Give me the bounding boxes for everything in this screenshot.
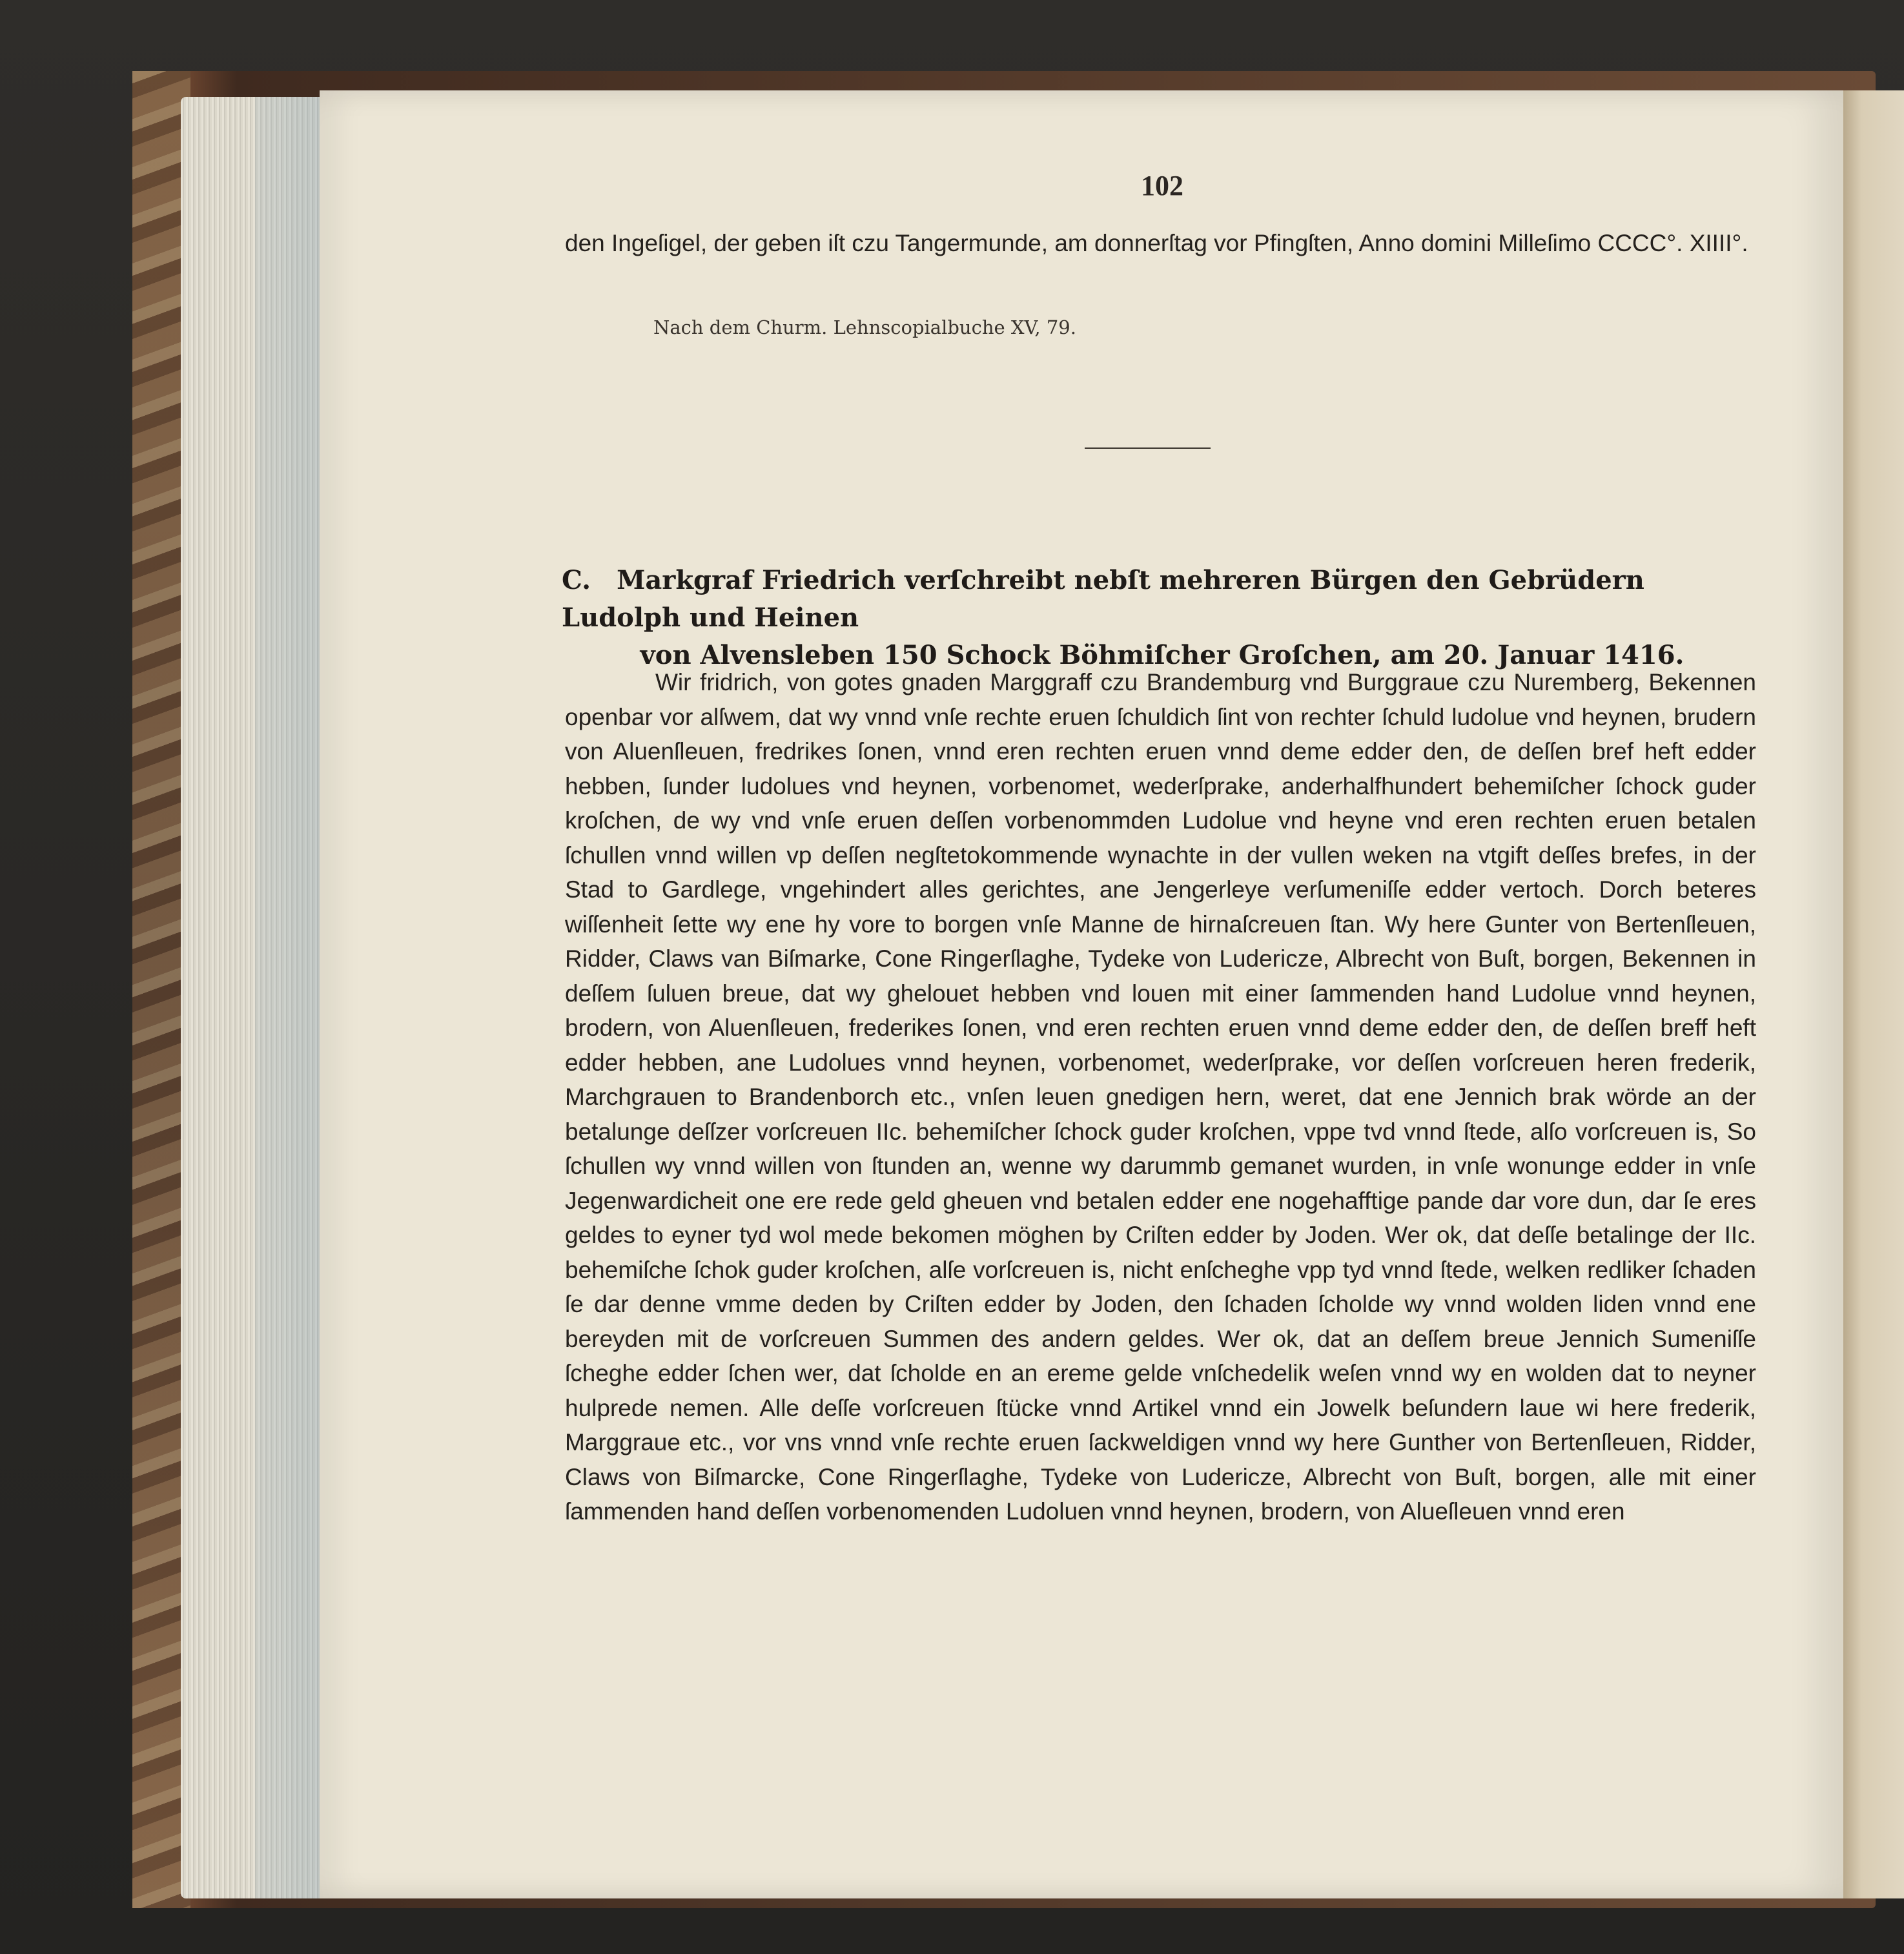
document-body [565,665,1756,1529]
intro-paragraph: den Ingeſigel, der geben iſt czu Tangermunde, am donnerſtag vor Pfingſten, Anno domini Milleſimo CCCC°. XIIII°. [565,230,1748,256]
heading-text-1: Markgraf Friedrich verſchreibt nebſt mehreren Bürgen den Gebrüdern Ludolph und Heinen [562,565,1644,633]
page-number: 102 [1141,170,1183,201]
body-paragraph: Wir fridrich, von gotes gnaden Marggraff czu Brandemburg vnd Burggraue czu Nuremberg, Bekennen openbar vor alſwem, dat wy vnnd vnſe rechte eruen ſchuldich ſint von rechter ſchuld ludolue vnd heynen, brudern von Aluenſleuen, fredrikes ſonen, vnnd eren rechten eruen vnnd deme edder den, de deſſen bref heft edder hebben, ſunder ludolues vnd heynen, vorbenomet, wederſprake, anderhalfhundert behemiſcher ſchock guder kroſchen, de wy vnd vnſe eruen deſſen vorbenommden Ludolue vnd heyne vnd eren rechten eruen betalen ſchullen vnnd willen vp deſſen negſtetokommende wynachte in der vullen weken na vtgift deſſes brefes, in der Stad to Gardlege, vngehindert alles gerichtes, ane Jengerleye verſumeniſſe edder vertoch. Dorch beteres wiſſenheit ſette wy ene hy vore to borgen vnſe Manne de hirnaſcreuen ſtan. Wy here Gunter von Bertenſleuen, Ridder, Claws van Biſmarke, Cone Ringerſlaghe, Tydeke von Ludericze, Albrecht von Buſt, borgen, Bekennen in deſſem ſuluen breue, dat wy ghelouet hebben vnd louen mit einer ſammenden hand Ludolue vnnd heynen, brodern, von Aluenſleuen, frederikes ſonen, vnd eren rechten eruen vnnd deme edder den, de deſſen breff heft edder hebben, ane Ludolues vnnd heynen, vorbenomet, wederſprake, vor deſſen vorſcreuen heren frederik, Marchgrauen to Brandenborch etc., vnſen leuen gnedigen hern, weret, dat ene Jennich brak wörde an der betalunge deſſzer vorſcreuen IIc. behemiſcher ſchock guder kroſchen, vppe tvd vnnd ſtede, alſo vorſcreuen is, So ſchullen wy vnnd willen von ſtunden an, wenne wy darummb gemanet wurden, in vnſe wonunge edder in vnſe Jegenwardicheit one ere rede geld gheuen vnd betalen edder ene nogehafftige pande dar vore dun, dar ſe eres geldes to eyner tyd wol mede bekomen möghen by Criſten edder by Joden. Wer ok, dat deſſe betalinge der IIc. behemiſche ſchok guder kroſchen, alſe vorſcreuen is, nicht enſcheghe vpp tyd vnnd ſtede, welken redliker ſchaden ſe dar denne vmme deden by Criſten edder by Joden, den ſchaden ſcholde wy vnnd wolden liden vnnd ene bereyden mit de vorſcreuen Summen des andern geldes. Wer ok, dat an deſſem breue Jennich Sumeniſſe ſcheghe edder ſchen wer, dat ſcholde en an ereme gelde vnſchedelik weſen vnnd wy en wolden dat to neyner hulprede nemen. Alle deſſe vorſcreuen ſtücke vnnd Artikel vnnd ein Jowelk beſundern laue wi here frederik, Marggraue etc., vor vns vnnd vnſe rechte eruen ſackweldigen vnnd wy here Gunther von Bertenſleuen, Ridder, Claws von Biſmarcke, Cone Ringerſlaghe, Tydeke von Ludericze, Albrecht von Buſt, borgen, alle mit einer ſammenden hand deſſen vorbenomenden Ludoluen vnnd heynen, brodern, von Alueſleuen vnnd eren [565,669,1756,1525]
heading-line-2: von Alvensleben 150 Schock Böhmiſcher Groſchen, am 20. Januar 1416. [640,640,1684,670]
document-heading [562,562,1763,674]
heading-line-1 [562,562,1763,637]
section-divider [1085,447,1211,449]
source-note: Nach dem Churm. Lehnscopialbuche XV, 79. [653,316,1076,338]
document-letter: C. [562,565,591,595]
facing-page-edge [1843,90,1904,1898]
